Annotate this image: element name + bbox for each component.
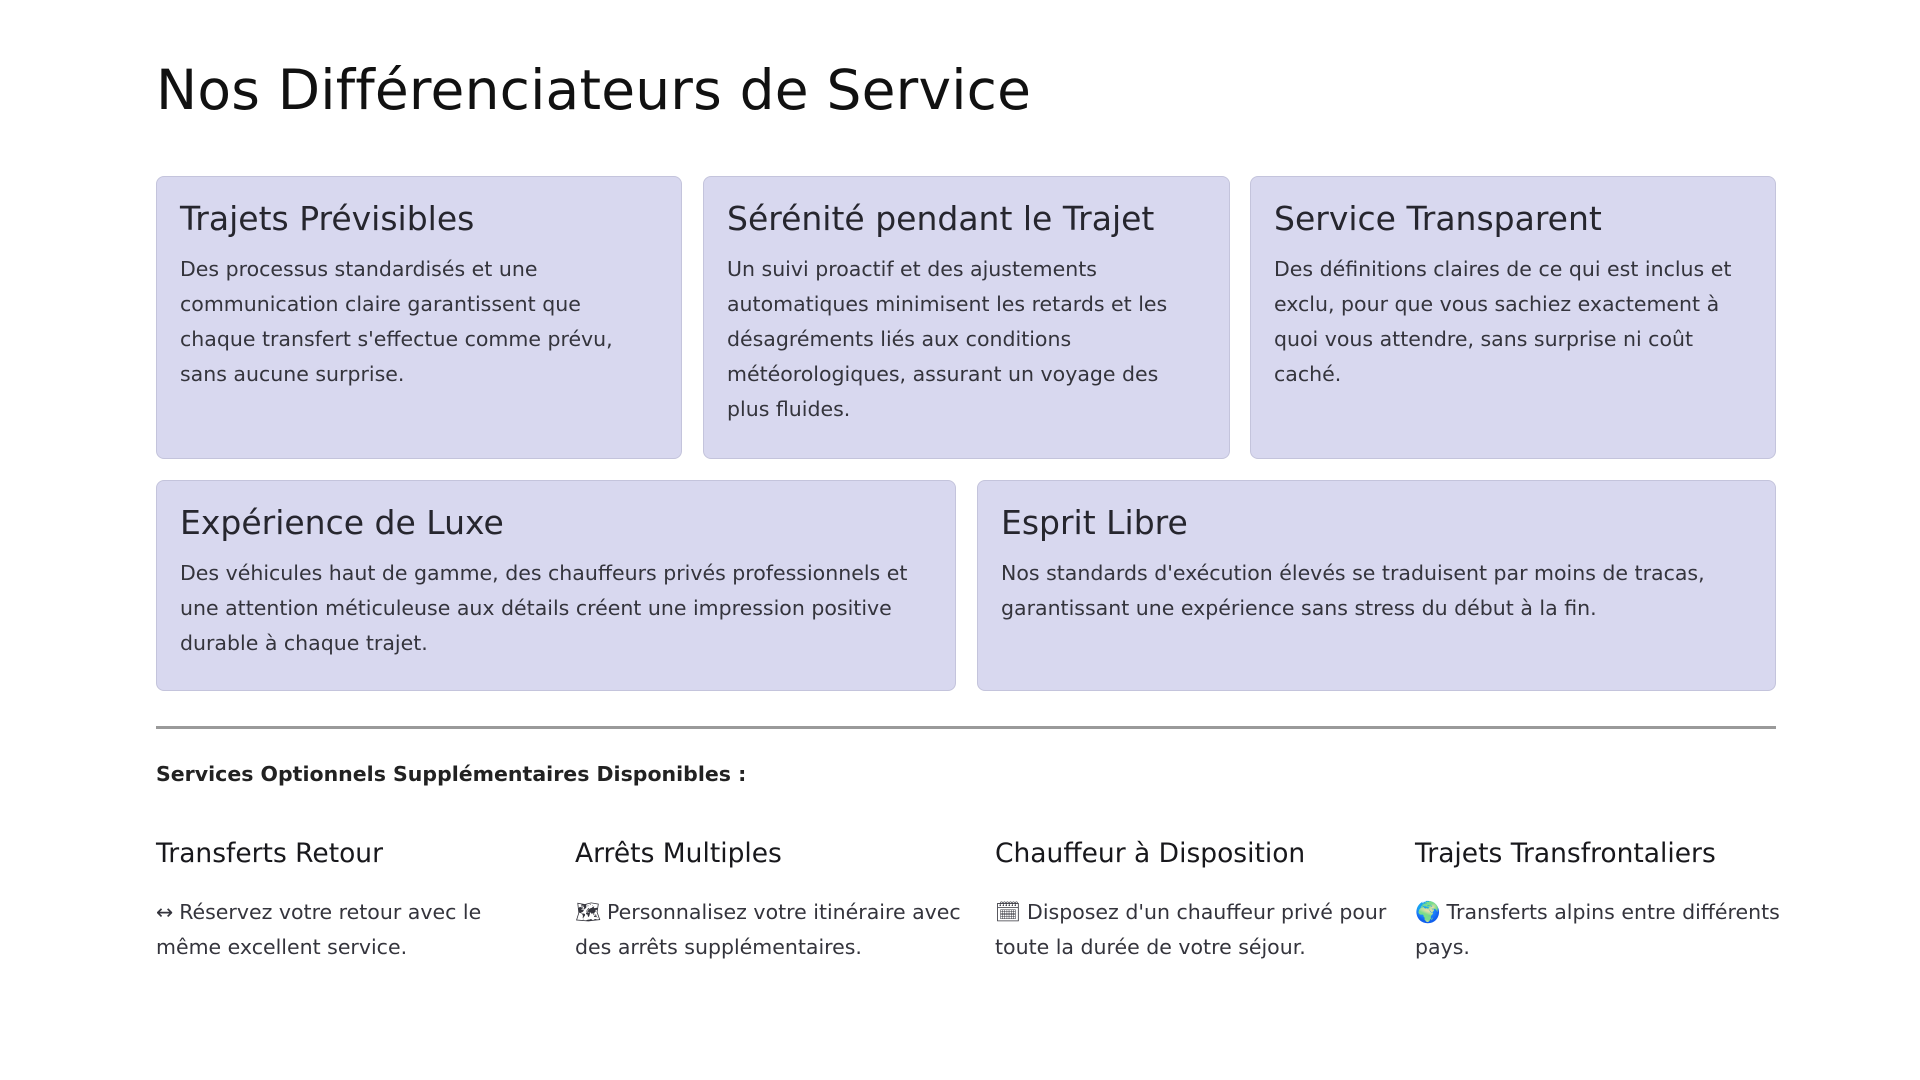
card-text: Un suivi proactif et des ajustements automatiques minimisent les retards et les désagréments liés aux conditions météorologiques, assurant un voyage des plus fluides. bbox=[727, 257, 1168, 421]
calendar-icon: 🗓 bbox=[995, 900, 1022, 924]
extra-text bbox=[575, 895, 970, 965]
card-trajets-previsibles bbox=[156, 176, 682, 459]
extra-title: Arrêts Multiples bbox=[575, 838, 782, 869]
page-title: Nos Différenciateurs de Service bbox=[156, 58, 1032, 122]
card-title: Sérénité pendant le Trajet bbox=[727, 199, 1155, 238]
extras-heading: Services Optionnels Supplémentaires Disponibles : bbox=[156, 762, 747, 786]
card-title: Esprit Libre bbox=[1001, 503, 1188, 542]
extra-description: Réservez votre retour avec le même excellent service. bbox=[156, 900, 482, 959]
card-text: Des processus standardisés et une communication claire garantissent que chaque transfert s'effectue comme prévu, sans aucune surprise. bbox=[180, 257, 613, 386]
card-serenite bbox=[703, 176, 1230, 459]
extra-text bbox=[156, 895, 551, 965]
world-map-icon: 🗺 bbox=[575, 900, 602, 924]
card-experience-luxe bbox=[156, 480, 956, 691]
card-text: Des véhicules haut de gamme, des chauffeurs privés professionnels et une attention méticuleuse aux détails créent une impression positive durable à chaque trajet. bbox=[180, 561, 908, 655]
extra-title: Chauffeur à Disposition bbox=[995, 838, 1306, 869]
extra-transferts-retour bbox=[156, 838, 551, 965]
extra-chauffeur-disposition bbox=[995, 838, 1390, 965]
extra-description: Transferts alpins entre différents pays. bbox=[1415, 900, 1780, 959]
card-title: Expérience de Luxe bbox=[180, 503, 504, 542]
extra-trajets-transfrontaliers bbox=[1415, 838, 1810, 965]
card-service-transparent bbox=[1250, 176, 1776, 459]
card-title: Service Transparent bbox=[1274, 199, 1602, 238]
extra-text bbox=[995, 895, 1390, 965]
card-esprit-libre bbox=[977, 480, 1776, 691]
card-title: Trajets Prévisibles bbox=[180, 199, 475, 238]
section-divider bbox=[156, 726, 1776, 729]
extra-arrets-multiples bbox=[575, 838, 970, 965]
extra-description: Personnalisez votre itinéraire avec des arrêts supplémentaires. bbox=[575, 900, 961, 959]
extra-title: Trajets Transfrontaliers bbox=[1415, 838, 1716, 869]
extra-description: Disposez d'un chauffeur privé pour toute la durée de votre séjour. bbox=[995, 900, 1387, 959]
card-text: Des définitions claires de ce qui est inclus et exclu, pour que vous sachiez exactement à quoi vous attendre, sans surprise ni coût caché. bbox=[1274, 257, 1732, 386]
left-right-arrow-icon: ↔ bbox=[156, 900, 174, 924]
card-text: Nos standards d'exécution élevés se traduisent par moins de tracas, garantissant une expérience sans stress du début à la fin. bbox=[1001, 561, 1705, 620]
globe-icon: 🌍 bbox=[1415, 900, 1441, 924]
extra-title: Transferts Retour bbox=[156, 838, 383, 869]
extra-text bbox=[1415, 895, 1810, 965]
